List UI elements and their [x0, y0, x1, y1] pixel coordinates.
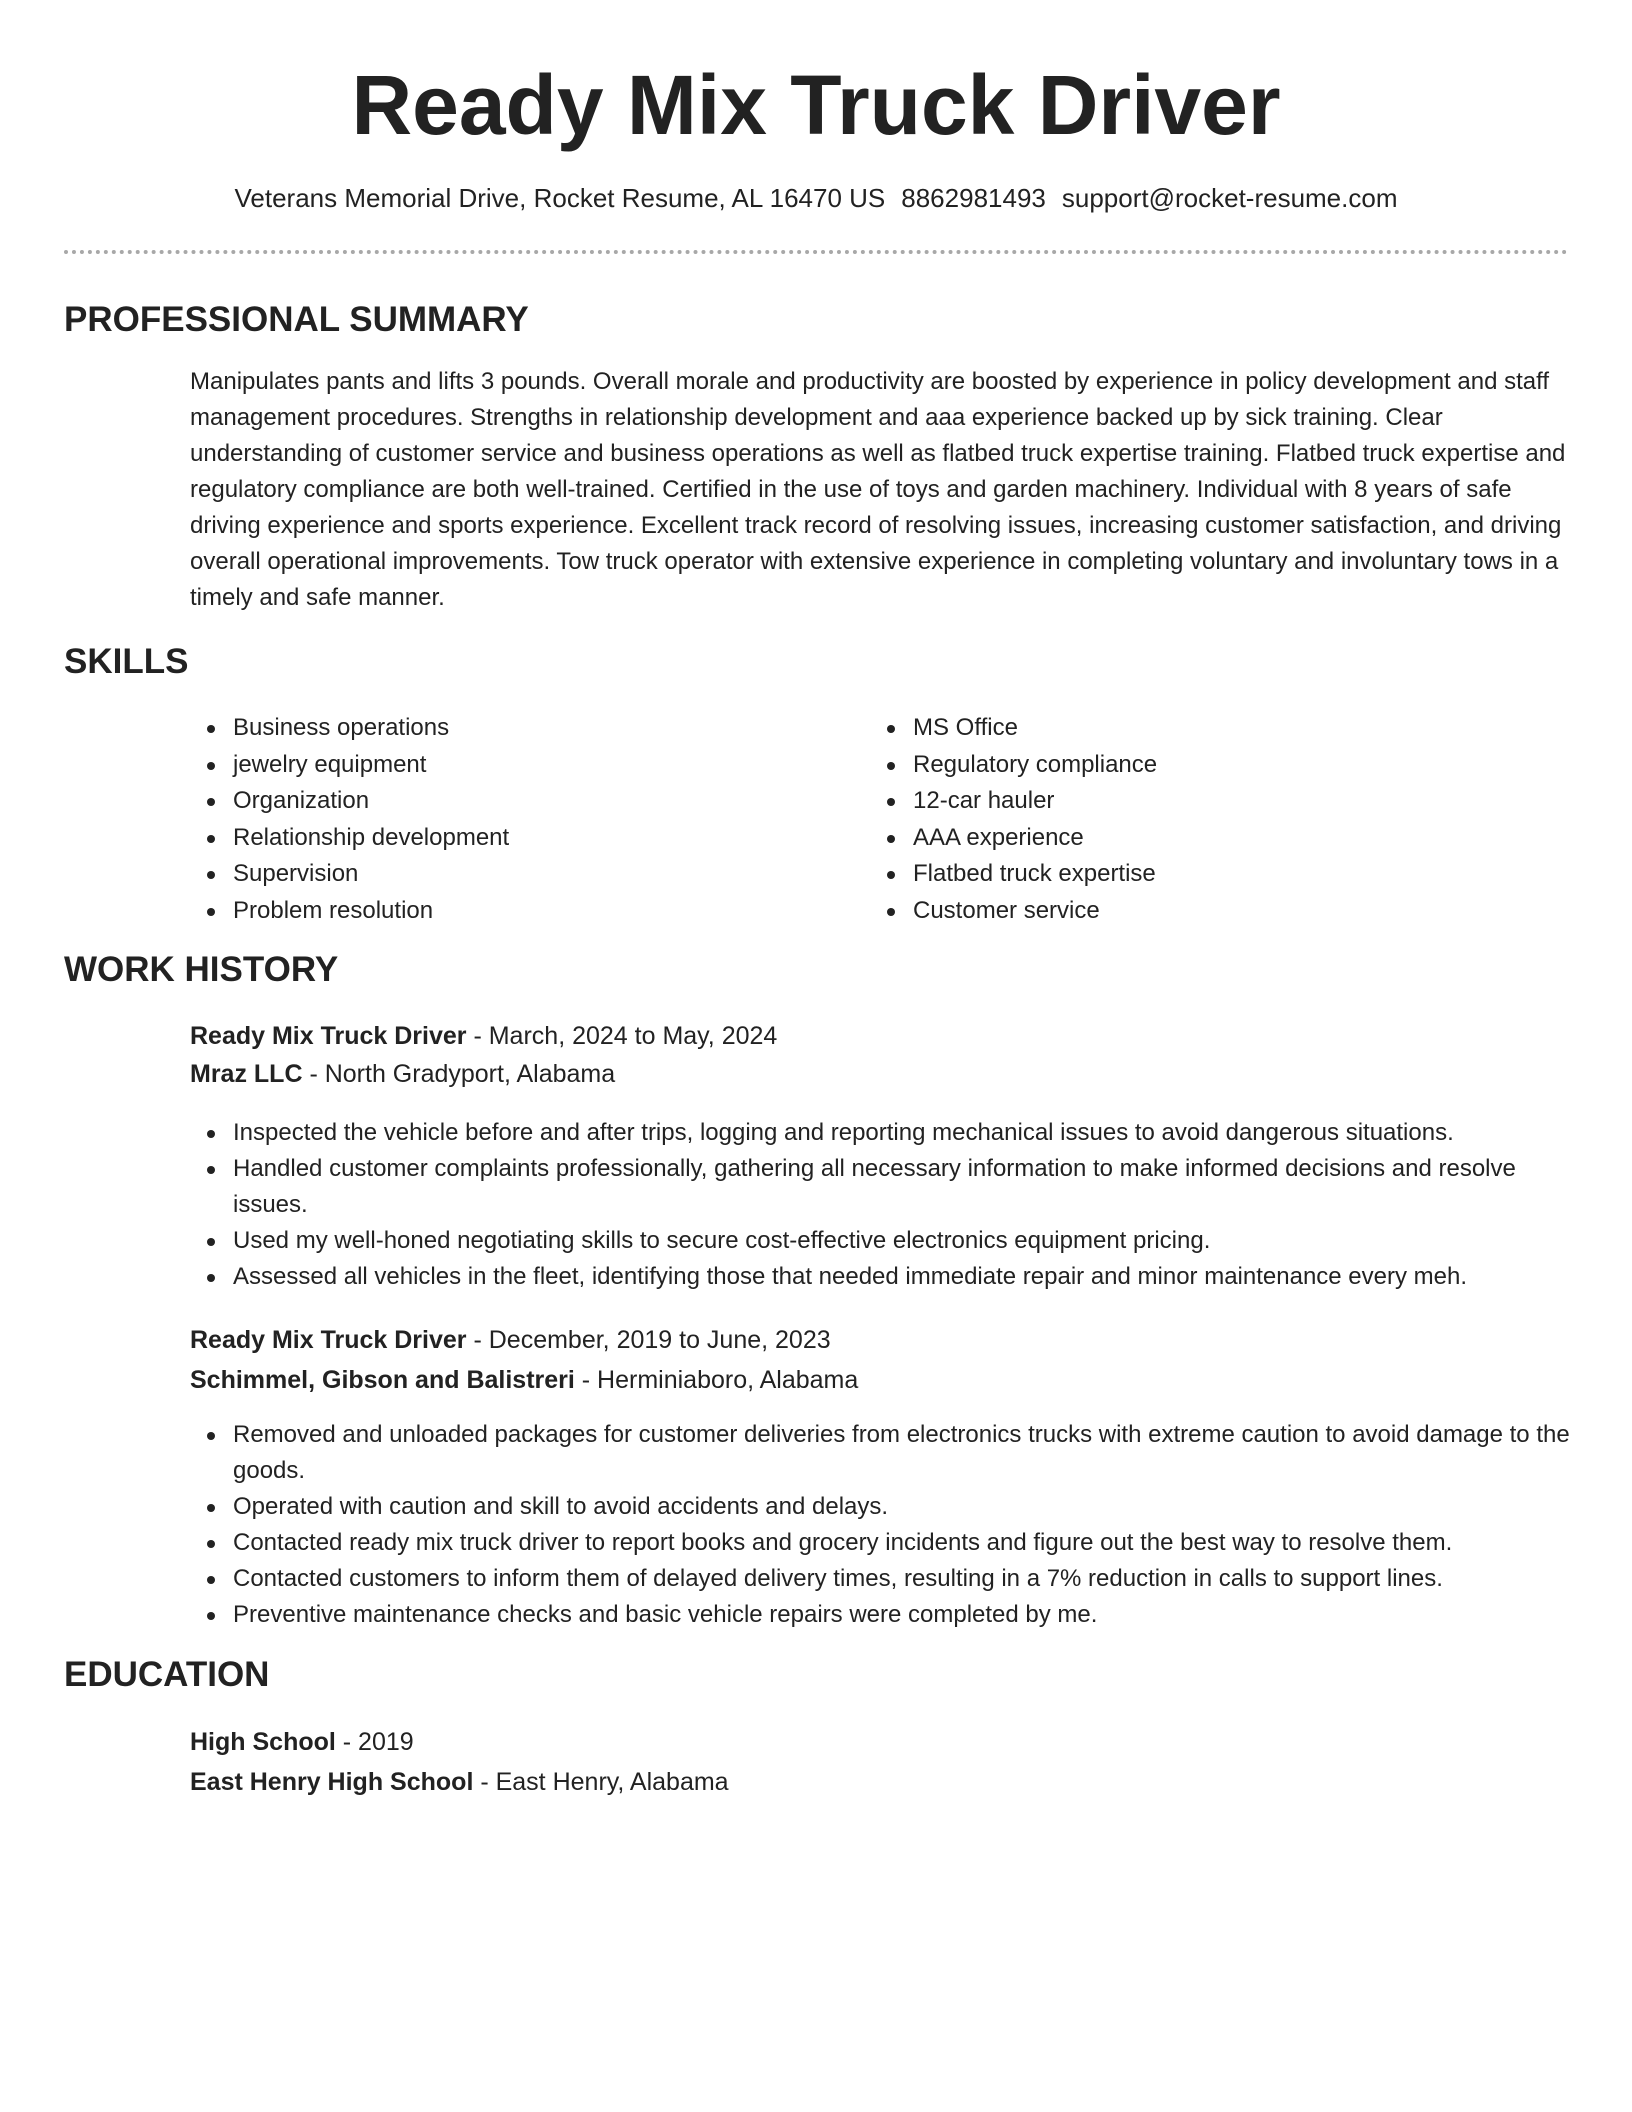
skill-item: Problem resolution: [190, 893, 870, 930]
job-title-line: [190, 1321, 831, 1359]
education-degree-line: [190, 1723, 414, 1761]
job-company: Schimmel, Gibson and Balistreri: [190, 1366, 575, 1394]
job-company-line: [190, 1361, 858, 1399]
section-title-summary: PROFESSIONAL SUMMARY: [64, 300, 529, 339]
job-dates: - March, 2024 to May, 2024: [466, 1022, 778, 1050]
job-bullets: [190, 1115, 1572, 1295]
skills-column-left: [190, 710, 870, 929]
education-year: - 2019: [335, 1728, 414, 1756]
job-title-line: [190, 1017, 777, 1055]
contact-email: support@rocket-resume.com: [1061, 183, 1398, 213]
skill-item: jewelry equipment: [190, 747, 870, 784]
job-bullets: [190, 1417, 1572, 1633]
skill-item: Regulatory compliance: [870, 747, 1550, 784]
skill-item: Organization: [190, 783, 870, 820]
job-title: Ready Mix Truck Driver: [190, 1022, 467, 1050]
job-company-line: [190, 1055, 615, 1093]
skill-item: Business operations: [190, 710, 870, 747]
section-title-work: WORK HISTORY: [64, 950, 339, 989]
job-bullet: Operated with caution and skill to avoid accidents and delays.: [190, 1489, 1572, 1525]
skill-item: Relationship development: [190, 820, 870, 857]
skill-item: 12-car hauler: [870, 783, 1550, 820]
education-degree: High School: [190, 1728, 336, 1756]
education-school-line: [190, 1763, 729, 1801]
job-bullet: Inspected the vehicle before and after trips, logging and reporting mechanical issues to avoid dangerous situations.: [190, 1115, 1572, 1151]
section-title-skills: SKILLS: [64, 642, 189, 681]
header-divider: [64, 250, 1568, 254]
contact-address: Veterans Memorial Drive, Rocket Resume, AL 16470 US: [234, 183, 886, 213]
candidate-name: Ready Mix Truck Driver: [351, 58, 1281, 152]
job-bullet: Handled customer complaints professionally, gathering all necessary information to make informed decisions and resolve issues.: [190, 1151, 1572, 1223]
skills-list: [190, 710, 1572, 929]
job-bullet: Preventive maintenance checks and basic vehicle repairs were completed by me.: [190, 1597, 1572, 1633]
skill-item: Supervision: [190, 856, 870, 893]
job-location: - North Gradyport, Alabama: [302, 1060, 616, 1088]
education-location: - East Henry, Alabama: [473, 1768, 729, 1796]
job-bullet: Assessed all vehicles in the fleet, identifying those that needed immediate repair and minor maintenance every meh.: [190, 1259, 1572, 1295]
job-bullet: Contacted customers to inform them of delayed delivery times, resulting in a 7% reduction in calls to support lines.: [190, 1561, 1572, 1597]
education-school: East Henry High School: [190, 1768, 474, 1796]
job-bullet: Contacted ready mix truck driver to report books and grocery incidents and figure out the best way to resolve them.: [190, 1525, 1572, 1561]
skills-column-right: [870, 710, 1550, 929]
skill-item: Customer service: [870, 893, 1550, 930]
job-bullet: Removed and unloaded packages for customer deliveries from electronics trucks with extreme caution to avoid damage to the goods.: [190, 1417, 1572, 1489]
skill-item: AAA experience: [870, 820, 1550, 857]
job-location: - Herminiaboro, Alabama: [574, 1366, 859, 1394]
job-title: Ready Mix Truck Driver: [190, 1326, 467, 1354]
summary-text: Manipulates pants and lifts 3 pounds. Overall morale and productivity are boosted by experience in policy development and staff management procedures. Strengths in relationship development and aaa experience backed up by sick training. Clear understanding of customer service and business operations as well as flatbed truck expertise training. Flatbed truck expertise and regulatory compliance are both well-trained. Certified in the use of toys and garden machinery. Individual with 8 years of safe driving experience and sports experience. Excellent track record of resolving issues, increasing customer satisfaction, and driving overall operational improvements. Tow truck operator with extensive experience in completing voluntary and involuntary tows in a timely and safe manner.: [190, 368, 1566, 611]
job-bullet: Used my well-honed negotiating skills to secure cost-effective electronics equipment pricing.: [190, 1223, 1572, 1259]
contact-line: [0, 180, 1632, 216]
skill-item: Flatbed truck expertise: [870, 856, 1550, 893]
job-company: Mraz LLC: [190, 1060, 303, 1088]
contact-phone: 8862981493: [901, 183, 1046, 213]
job-dates: - December, 2019 to June, 2023: [466, 1326, 831, 1354]
skill-item: MS Office: [870, 710, 1550, 747]
section-title-education: EDUCATION: [64, 1655, 270, 1694]
